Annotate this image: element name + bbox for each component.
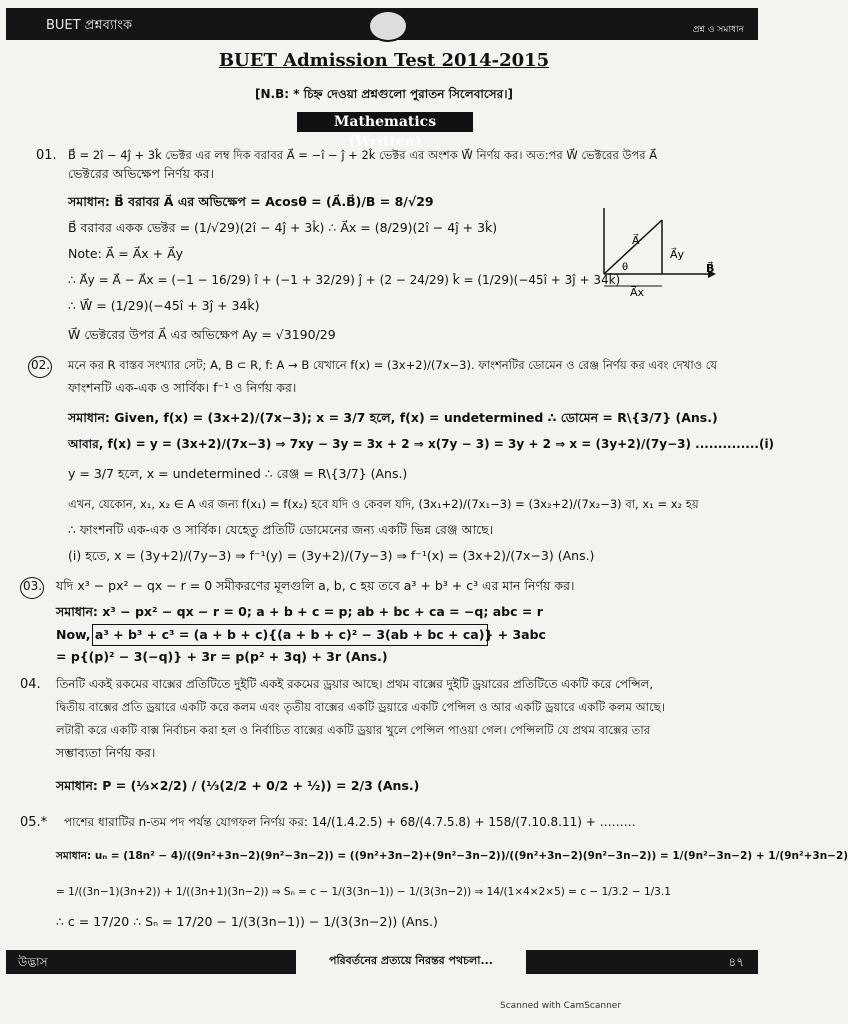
q3-line1: যদি x³ − px² − qx − r = 0 সমীকরণের মূলগুলি a, b, c হয় তবে a³ + b³ + c³ এর মান নির্ণয় কর। (56, 578, 575, 593)
header-bar (6, 8, 758, 40)
header-left-text: BUET প্রশ্নব্যাংক (46, 18, 133, 33)
q3-solution-line3: = p{(p)² − 3(−q)} + 3r = p(p² + 3q) + 3r (Ans.) (56, 649, 388, 664)
logo-badge-icon (368, 10, 408, 42)
syllabus-note: [N.B: * চিহ্ন দেওয়া প্রশ্নগুলো পুরাতন সিলেবাসের।] (255, 87, 513, 101)
q2-line2: ফাংশনটি এক-এক ও সার্বিক। f⁻¹ ও নির্ণয় কর। (68, 380, 297, 395)
question-number: 05.* (20, 815, 48, 830)
q2-line1: মনে কর R বাস্তব সংখ্যার সেট; A, B ⊂ R, f: A → B যেখানে f(x) = (3x+2)/(7x−3). ফাংশনটির ডোমেন ও রেঞ্জ নির্ণয় কর এবং দেখাও যে (68, 358, 718, 372)
question-number: 04. (20, 677, 41, 692)
q3-solution-line2: Now, a³ + b³ + c³ = (a + b + c){(a + b + c)² − 3(ab + bc + ca)} + 3abc (56, 627, 546, 642)
q4-solution-line1: সমাধান: P = (⅓×2/2) / (⅓(2/2 + 0/2 + ½)) = 2/3 (Ans.) (56, 778, 420, 793)
header-right-text: প্রশ্ন ও সমাধান (692, 25, 744, 35)
q2-solution-line4: এখন, যেকোন, x₁, x₂ ∈ A এর জন্য f(x₁) = f(x₂) হবে যদি ও কেবল যদি, (3x₁+2)/(7x₁−3) = (3x₂+2)/(7x₂−3) বা, x₁ = x₂ হয় (68, 497, 699, 511)
q4-line3: লটারী করে একটি বাক্স নির্বাচন করা হল ও নির্বাচিত বাক্সের একটি ড্রয়ার খুলে পেন্সিল পাওয়া গেল। পেন্সিলটি যে প্রথম বাক্সের তার (56, 723, 651, 737)
q5-solution-line2: = 1/((3n−1)(3n+2)) + 1/((3n+1)(3n−2)) ⇒ Sₙ = c − 1/(3(3n−1)) − 1/(3(3n−2)) ⇒ 14/(1×4×2×5) = c − 1/3.2 − 1/3.1 (56, 886, 671, 898)
scanner-watermark: Scanned with CamScanner (500, 1001, 622, 1011)
q2-solution-line6: (i) হতে, x = (3y+2)/(7y−3) ⇒ f⁻¹(y) = (3y+2)/(7y−3) ⇒ f⁻¹(x) = (3x+2)/(7x−3) (Ans.) (68, 548, 595, 563)
q1-line1: B⃗ = 2î − 4ĵ + 3k̂ ভেক্টর এর লম্ব দিক বরাবর A⃗ = −î − ĵ + 2k̂ ভেক্টর এর অংশক W⃗ নির্ণয় কর। অত:পর W⃗ ভেক্টরের উপর A⃗ (68, 148, 658, 162)
q5-solution-line3: ∴ c = 17/20 ∴ Sₙ = 17/20 − 1/(3(3n−1)) − 1/(3(3n−2)) (Ans.) (56, 914, 438, 929)
q5-solution-line1: সমাধান: uₙ = (18n² − 4)/((9n²+3n−2)(9n²−3n−2)) = ((9n²+3n−2)+(9n²−3n−2))/((9n²+3n−2)(9n²−3n−2)) = 1/(9n²−3n−2) + 1/(9n²+3n−2) (56, 850, 848, 862)
q2-solution-line2: আবার, f(x) = y = (3x+2)/(7x−3) ⇒ 7xy − 3y = 3x + 2 ⇒ x(7y − 3) = 3y + 2 ⇒ x = (3y+2)/(7y−3) ..............(i) (68, 437, 775, 451)
label-ax: A⃗x (630, 286, 645, 299)
page-title: BUET Admission Test 2014-2015 (218, 50, 550, 71)
q4-line2: দ্বিতীয় বাক্সের প্রতি ড্রয়ারে একটি করে কলম এবং তৃতীয় বাক্সের একটি ড্রয়ারে একটি পেন্সিল ও আর একটি ড্রয়ারে একটি কলম আছে। (56, 700, 665, 714)
q1-solution-line6: W⃗ ভেক্টরের উপর A⃗ এর অভিক্ষেপ Ay = √3190/29 (68, 327, 336, 342)
q1-solution-line5: ∴ W⃗ = (1/29)(−45î + 3ĵ + 34k̂) (68, 298, 260, 313)
footer-slogan: পরিবর্তনের প্রত্যয়ে নিরন্তর পথচলা... (296, 946, 526, 976)
label-b: B⃗ (706, 262, 715, 275)
q2-solution-line3: y = 3/7 হলে, x = undetermined ∴ রেঞ্জ = R\{3/7} (Ans.) (68, 466, 408, 481)
label-a: A⃗ (632, 234, 640, 247)
label-ay: A⃗y (670, 248, 685, 261)
section-heading: Mathematics (Written) (297, 112, 473, 132)
q2-solution-line1: সমাধান: Given, f(x) = (3x+2)/(7x−3); x = 3/7 হলে, f(x) = undetermined ∴ ডোমেন = R\{3/7} (Ans.) (68, 410, 718, 425)
question-number: 01. (36, 148, 57, 163)
q1-solution-line4: ∴ A⃗y = A⃗ − A⃗x = (−1 − 16/29) î + (−1 + 32/29) ĵ + (2 − 24/29) k̂ = (1/29)(−45î + 3ĵ + 34k̂) (68, 273, 621, 287)
q5-line1: পাশের ধারাটির n-তম পদ পর্যন্ত যোগফল নির্ণয় কর: 14/(1.4.2.5) + 68/(4.7.5.8) + 158/(7.10.8.11) + ……… (64, 815, 636, 829)
q4-line1: তিনটি একই রকমের বাক্সের প্রতিটিতে দুইটি একই রকমের ড্রয়ার আছে। প্রথম বাক্সের দুইটি ড্রয়ারের প্রতিটিতে একটি করে পেন্সিল, (56, 677, 654, 691)
q1-solution-line3: Note: A⃗ = A⃗x + A⃗y (68, 246, 184, 261)
q3-solution-line1: সমাধান: x³ − px² − qx − r = 0; a + b + c = p; ab + bc + ca = −q; abc = r (56, 604, 543, 619)
question-number: 02. (31, 358, 51, 372)
q1-solution-line1: সমাধান: B⃗ বরাবর A⃗ এর অভিক্ষেপ = Acosθ = (A⃗.B⃗)/B = 8/√29 (68, 194, 434, 209)
q2-solution-line5: ∴ ফাংশনটি এক-এক ও সার্বিক। যেহেতু প্রতিটি ডোমেনের জন্য একটি ভিন্ন রেঞ্জ আছে। (68, 522, 494, 537)
q1-line2: ভেক্টরের অভিক্ষেপ নির্ণয় কর। (68, 166, 215, 181)
vector-diagram (590, 200, 720, 299)
footer-bar (6, 950, 758, 974)
label-theta: θ (622, 262, 629, 273)
question-number: 03. (23, 579, 43, 593)
q1-solution-line2: B⃗ বরাবর একক ভেক্টর = (1/√29)(2î − 4ĵ + 3k̂) ∴ A⃗x = (8/29)(2î − 4ĵ + 3k̂) (68, 220, 498, 235)
vector-a-line (604, 220, 662, 274)
page-number: ৪৭ (728, 955, 744, 969)
q4-line4: সম্ভাব্যতা নির্ণয় কর। (56, 745, 156, 760)
footer-brand: উদ্ভাস (18, 955, 48, 969)
